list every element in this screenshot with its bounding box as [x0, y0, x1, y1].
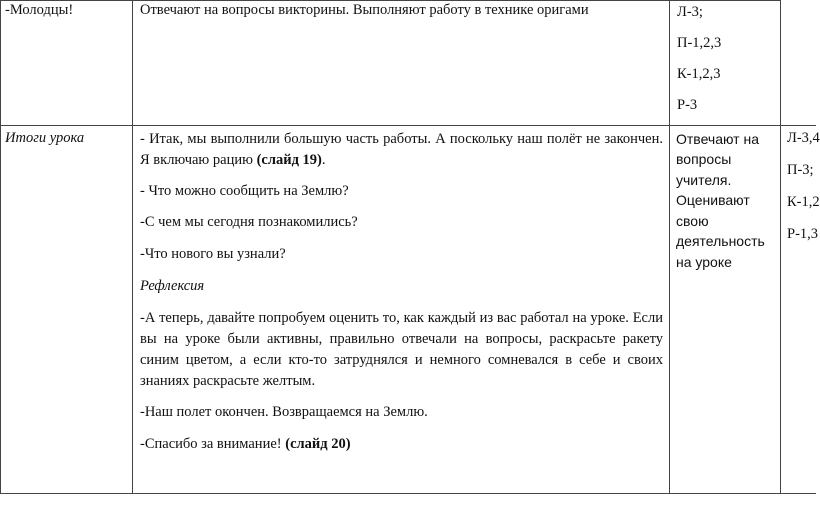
result-item: Л-3;: [677, 4, 703, 20]
row2-results-cell: [781, 126, 820, 256]
table-border-left: [0, 0, 1, 494]
slide-20-label: (слайд 20): [285, 436, 351, 452]
question-3: -Что нового вы узнали?: [140, 246, 286, 262]
intro-paragraph: - Итак, мы выполнили большую часть работы. А поскольку наш полёт не закончен. Я включаю рацию (слайд 19).: [140, 131, 663, 168]
flight-over-line: -Наш полет окончен. Возвращаемся на Землю.: [140, 404, 428, 420]
stage-title: Итоги урока: [5, 130, 85, 146]
reflection-heading: Рефлексия: [140, 278, 205, 294]
row1-activity-cell: -Молодцы!: [5, 2, 74, 18]
row1-student-activity-cell: Отвечают на вопросы викторины. Выполняют работу в технике оригами: [140, 2, 589, 18]
col-divider-1: [132, 0, 133, 494]
question-2: -С чем мы сегодня познакомились?: [140, 214, 358, 230]
row-divider: [0, 125, 816, 126]
student-activity-line: вопросы: [676, 151, 732, 167]
student-activity-line: Отвечают на: [676, 131, 759, 147]
col-divider-2: [669, 0, 670, 494]
result-item: К-1,2,3: [677, 66, 721, 82]
result-item: П-3;: [787, 162, 814, 178]
thanks-line: -Спасибо за внимание! (слайд 20): [140, 436, 351, 452]
student-activity-line: Оценивают: [676, 192, 750, 208]
student-activity-line: деятельность: [676, 233, 765, 249]
student-activity-line: на уроке: [676, 254, 732, 270]
question-1: - Что можно сообщить на Землю?: [140, 183, 349, 199]
table-border-bottom: [0, 493, 816, 494]
slide-19-label: (слайд 19): [256, 152, 322, 168]
result-item: Р-3: [677, 97, 698, 113]
result-item: К-1,2: [787, 194, 820, 210]
result-item: Л-3,4: [787, 130, 820, 146]
reflection-paragraph: -А теперь, давайте попробуем оценить то, как каждый из вас работал на уроке. Если вы на уроке были активны, правильно отвечали на вопросы, раскрасьте ракету синим цветом, а если кто-то затруднялся и немного сомневался в себе и своих знаниях раскрасьте желтым.: [140, 310, 663, 389]
result-item: П-1,2,3: [677, 35, 722, 51]
student-activity-line: учителя.: [676, 172, 732, 188]
student-activity-line: свою: [676, 213, 709, 229]
result-item: Р-1,3: [787, 226, 819, 242]
